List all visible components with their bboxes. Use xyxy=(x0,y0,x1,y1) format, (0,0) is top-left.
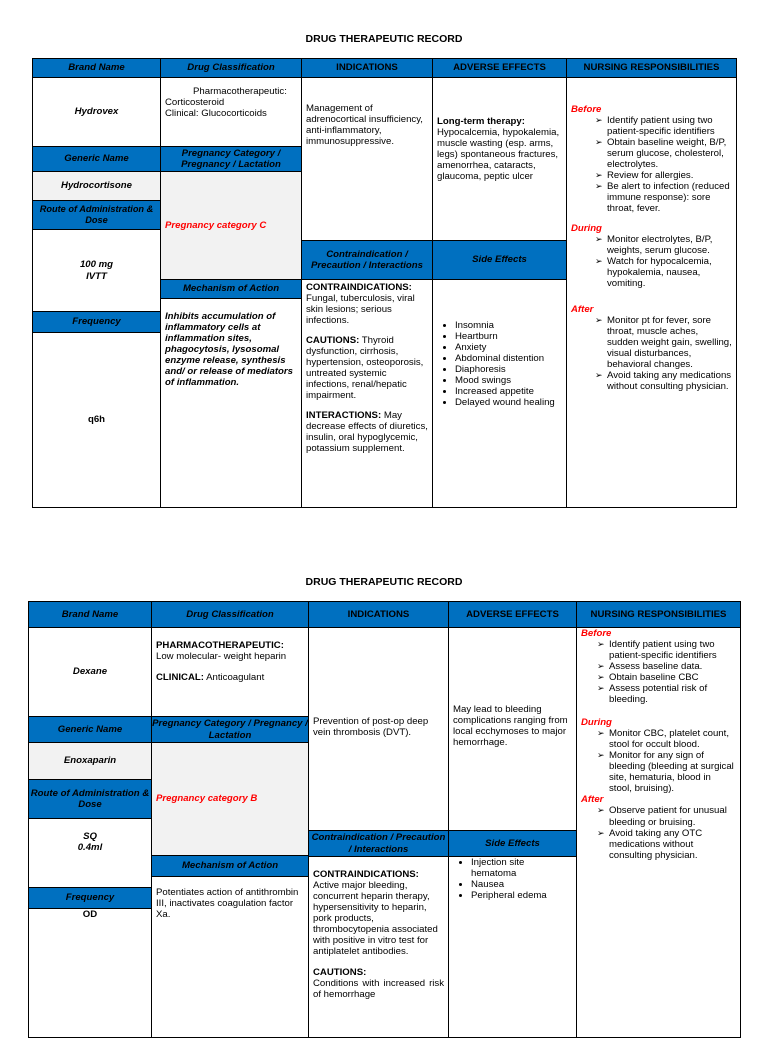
r2-pharma-label: PHARMACOTHERAPEUTIC: xyxy=(156,640,284,651)
list-item: ➢ Identify patient using two patient-specific identifiers xyxy=(609,639,736,661)
r1-adverse-header: ADVERSE EFFECTS xyxy=(432,58,567,78)
r1-contra-label: CONTRAINDICATIONS: xyxy=(306,282,412,293)
r1-pregnancy-category: Pregnancy category C xyxy=(165,219,267,231)
list-item: • Injection site hematoma xyxy=(471,857,572,879)
r1-before-label: Before xyxy=(571,104,602,115)
list-item: ➢ Avoid taking any medications without consulting physician. xyxy=(607,370,732,392)
r2-pregnancy-value xyxy=(151,742,309,856)
list-item: • Increased appetite xyxy=(455,386,562,397)
r1-frequency-header: Frequency xyxy=(32,311,161,333)
r2-route-header: Route of Administration & Dose xyxy=(28,779,152,819)
r1-classification-header: Drug Classification xyxy=(160,58,302,78)
list-item: • Nausea xyxy=(471,879,572,890)
r2-during-list xyxy=(581,728,736,794)
r1-route-method: IVTT xyxy=(86,270,107,282)
r2-pregnancy-category: Pregnancy category B xyxy=(156,793,258,805)
list-item: • Heartburn xyxy=(455,331,562,342)
r2-frequency-header: Frequency xyxy=(28,887,152,909)
r2-brand-header: Brand Name xyxy=(28,601,152,628)
list-item: ➢ Watch for hypocalcemia, hypokalemia, nausea, vomiting. xyxy=(607,256,732,289)
r2-contra-label: CONTRAINDICATIONS: xyxy=(313,869,419,880)
r1-side-header: Side Effects xyxy=(432,240,567,280)
r2-nursing-value xyxy=(576,627,741,1038)
r1-after-list xyxy=(571,315,732,392)
r1-pregnancy-value xyxy=(160,171,302,280)
r1-generic-header: Generic Name xyxy=(32,146,161,172)
r2-side-list xyxy=(453,857,572,901)
r1-indications-value: Management of adrenocortical insufficiency, anti-inflammatory, immunosuppressive. xyxy=(301,77,433,241)
list-item: • Anxiety xyxy=(455,342,562,353)
r2-after-list xyxy=(581,805,736,860)
record2-title: DRUG THERAPEUTIC RECORD xyxy=(305,576,463,588)
list-item: ➢ Monitor CBC, platelet count, stool for occult blood. xyxy=(609,728,736,750)
r1-adverse-text: Hypocalcemia, hypokalemia, muscle wasting (esp. arms, legs) spontaneous fractures, amenorrhea, cataracts, glaucoma, peptic ulcer xyxy=(437,127,560,183)
r1-generic-value: Hydrocortisone xyxy=(32,171,161,201)
list-item: • Abdominal distention xyxy=(455,353,562,364)
r2-pregnancy-header: Pregnancy Category / Pregnancy / Lactation xyxy=(151,716,309,743)
r1-indications-header: INDICATIONS xyxy=(301,58,433,78)
r1-interactions-text: May decrease effects of diuretics, insulin, oral hypoglycemic, potassium supplement. xyxy=(306,410,428,455)
r2-during-label: During xyxy=(581,717,612,729)
r1-side-value xyxy=(432,279,567,508)
r1-route-header: Route of Administration & Dose xyxy=(32,200,161,230)
r1-adverse-heading: Long-term therapy: xyxy=(437,116,525,127)
r1-cautions-text: Thyroid dysfunction, cirrhosis, hypertension, osteoporosis, untreated systemic infections, renal/hepatic impairment. xyxy=(306,335,424,402)
r1-route-dose: 100 mg xyxy=(79,259,114,271)
list-item: ➢ Monitor for any sign of bleeding (bleeding at surgical site, hematuria, blood in stool, bruising). xyxy=(609,750,736,794)
r2-indications-header: INDICATIONS xyxy=(308,601,449,628)
r2-contra-text: Active major bleeding, concurrent heparin therapy, hypersensitivity to heparin, pork products, thrombocytopenia associated with positive in vitro test for antiplatelet antibodies. xyxy=(313,880,438,958)
record1-title: DRUG THERAPEUTIC RECORD xyxy=(305,33,463,45)
r1-side-list xyxy=(437,320,562,408)
list-item: ➢ Observe patient for unusual bleeding or bruising. xyxy=(609,805,736,827)
r2-route-value xyxy=(28,818,152,888)
r1-brand-value: Hydrovex xyxy=(32,77,161,147)
r1-during-label: During xyxy=(571,223,602,235)
r1-nursing-header: NURSING RESPONSIBILITIES xyxy=(566,58,737,78)
r2-side-header: Side Effects xyxy=(448,830,577,857)
r2-mechanism-header: Mechanism of Action xyxy=(151,855,309,877)
r2-before-label: Before xyxy=(581,628,612,639)
r1-after-label: After xyxy=(571,303,594,315)
r1-class-line1: Pharmacotherapeutic: xyxy=(193,86,287,97)
r2-classification-value xyxy=(151,627,309,717)
r2-nursing-header: NURSING RESPONSIBILITIES xyxy=(576,601,741,628)
list-item: ➢ Be alert to infection (reduced immune response): sore throat, fever. xyxy=(607,181,732,214)
r2-after-label: After xyxy=(581,794,604,806)
r2-before-list xyxy=(581,639,736,705)
r1-pregnancy-header: Pregnancy Category / Pregnancy / Lactation xyxy=(160,146,302,172)
r2-route-dose: 0.4ml xyxy=(77,842,103,854)
list-item: ➢ Assess baseline data. xyxy=(609,661,736,672)
r2-cautions-label: CAUTIONS: xyxy=(313,967,367,979)
list-item: • Diaphoresis xyxy=(455,364,562,375)
r1-route-value xyxy=(32,229,161,312)
list-item: ➢ Assess potential risk of bleeding. xyxy=(609,683,736,705)
r1-contra-text: Fungal, tuberculosis, viral skin lesions; serious infections. xyxy=(306,293,415,327)
list-item: ➢ Obtain baseline CBC xyxy=(609,672,736,683)
r1-mechanism-header: Mechanism of Action xyxy=(160,279,302,299)
r2-adverse-value: May lead to bleeding complications ranging from local ecchymoses to major hemorrhage. xyxy=(448,627,577,831)
r1-cautions-label: CAUTIONS: xyxy=(306,335,360,347)
r1-nursing-value xyxy=(566,77,737,508)
list-item: • Insomnia xyxy=(455,320,562,331)
list-item: ➢ Avoid taking any OTC medications without consulting physician. xyxy=(609,828,736,861)
list-item: ➢ Monitor pt for fever, sore throat, muscle aches, sudden weight gain, swelling, visual disturbances, behavioral changes. xyxy=(607,315,732,370)
list-item: ➢ Identify patient using two patient-specific identifiers xyxy=(607,115,732,137)
list-item: • Mood swings xyxy=(455,375,562,386)
r1-before-list xyxy=(571,115,732,214)
r2-contra-value xyxy=(308,856,449,1038)
r2-pharma-text: Low molecular- weight heparin xyxy=(156,651,287,663)
r2-classification-header: Drug Classification xyxy=(151,601,309,628)
r1-contra-header: Contraindication / Precaution / Interactions xyxy=(301,240,433,280)
r1-during-list xyxy=(571,234,732,289)
r2-cautions-text: Conditions with increased risk of hemorrhage xyxy=(313,978,444,1001)
r2-route-method: SQ xyxy=(83,831,97,842)
r1-brand-header: Brand Name xyxy=(32,58,161,78)
list-item: ➢ Monitor electrolytes, B/P, weights, serum glucose. xyxy=(607,234,732,256)
r2-side-value xyxy=(448,856,577,1038)
r2-frequency-value: OD xyxy=(28,908,152,1038)
r2-generic-header: Generic Name xyxy=(28,716,152,743)
r2-indications-value: Prevention of post-op deep vein thrombosis (DVT). xyxy=(308,627,449,831)
r2-clinical-label: CLINICAL: xyxy=(156,672,204,684)
list-item: ➢ Review for allergies. xyxy=(607,170,732,181)
r2-generic-value: Enoxaparin xyxy=(28,742,152,780)
r2-clinical-text: Anticoagulant xyxy=(206,672,265,684)
list-item: • Delayed wound healing xyxy=(455,397,562,408)
r2-mechanism-value: Potentiates action of antithrombin III, inactivates coagulation factor Xa. xyxy=(151,876,309,1038)
r2-adverse-header: ADVERSE EFFECTS xyxy=(448,601,577,628)
r1-mechanism-value: Inhibits accumulation of inflammatory cells at inflammation sites, phagocytosis, lysosomal enzyme release, synthesis and/ or release of mediators of inflammation. xyxy=(160,298,302,508)
r1-frequency-value: q6h xyxy=(32,332,161,508)
r1-class-line3: Clinical: Glucocorticoids xyxy=(165,108,267,120)
r1-contra-value xyxy=(301,279,433,508)
r1-classification-value xyxy=(160,77,302,147)
r2-contra-header: Contraindication / Precaution / Interactions xyxy=(308,830,449,857)
list-item: • Peripheral edema xyxy=(471,890,572,901)
r1-interactions-label: INTERACTIONS: xyxy=(306,410,382,422)
r1-adverse-value xyxy=(432,77,567,241)
r1-class-line2: Corticosteroid xyxy=(165,97,225,109)
list-item: ➢ Obtain baseline weight, B/P, serum glucose, cholesterol, electrolytes. xyxy=(607,137,732,170)
r2-brand-value: Dexane xyxy=(28,627,152,717)
